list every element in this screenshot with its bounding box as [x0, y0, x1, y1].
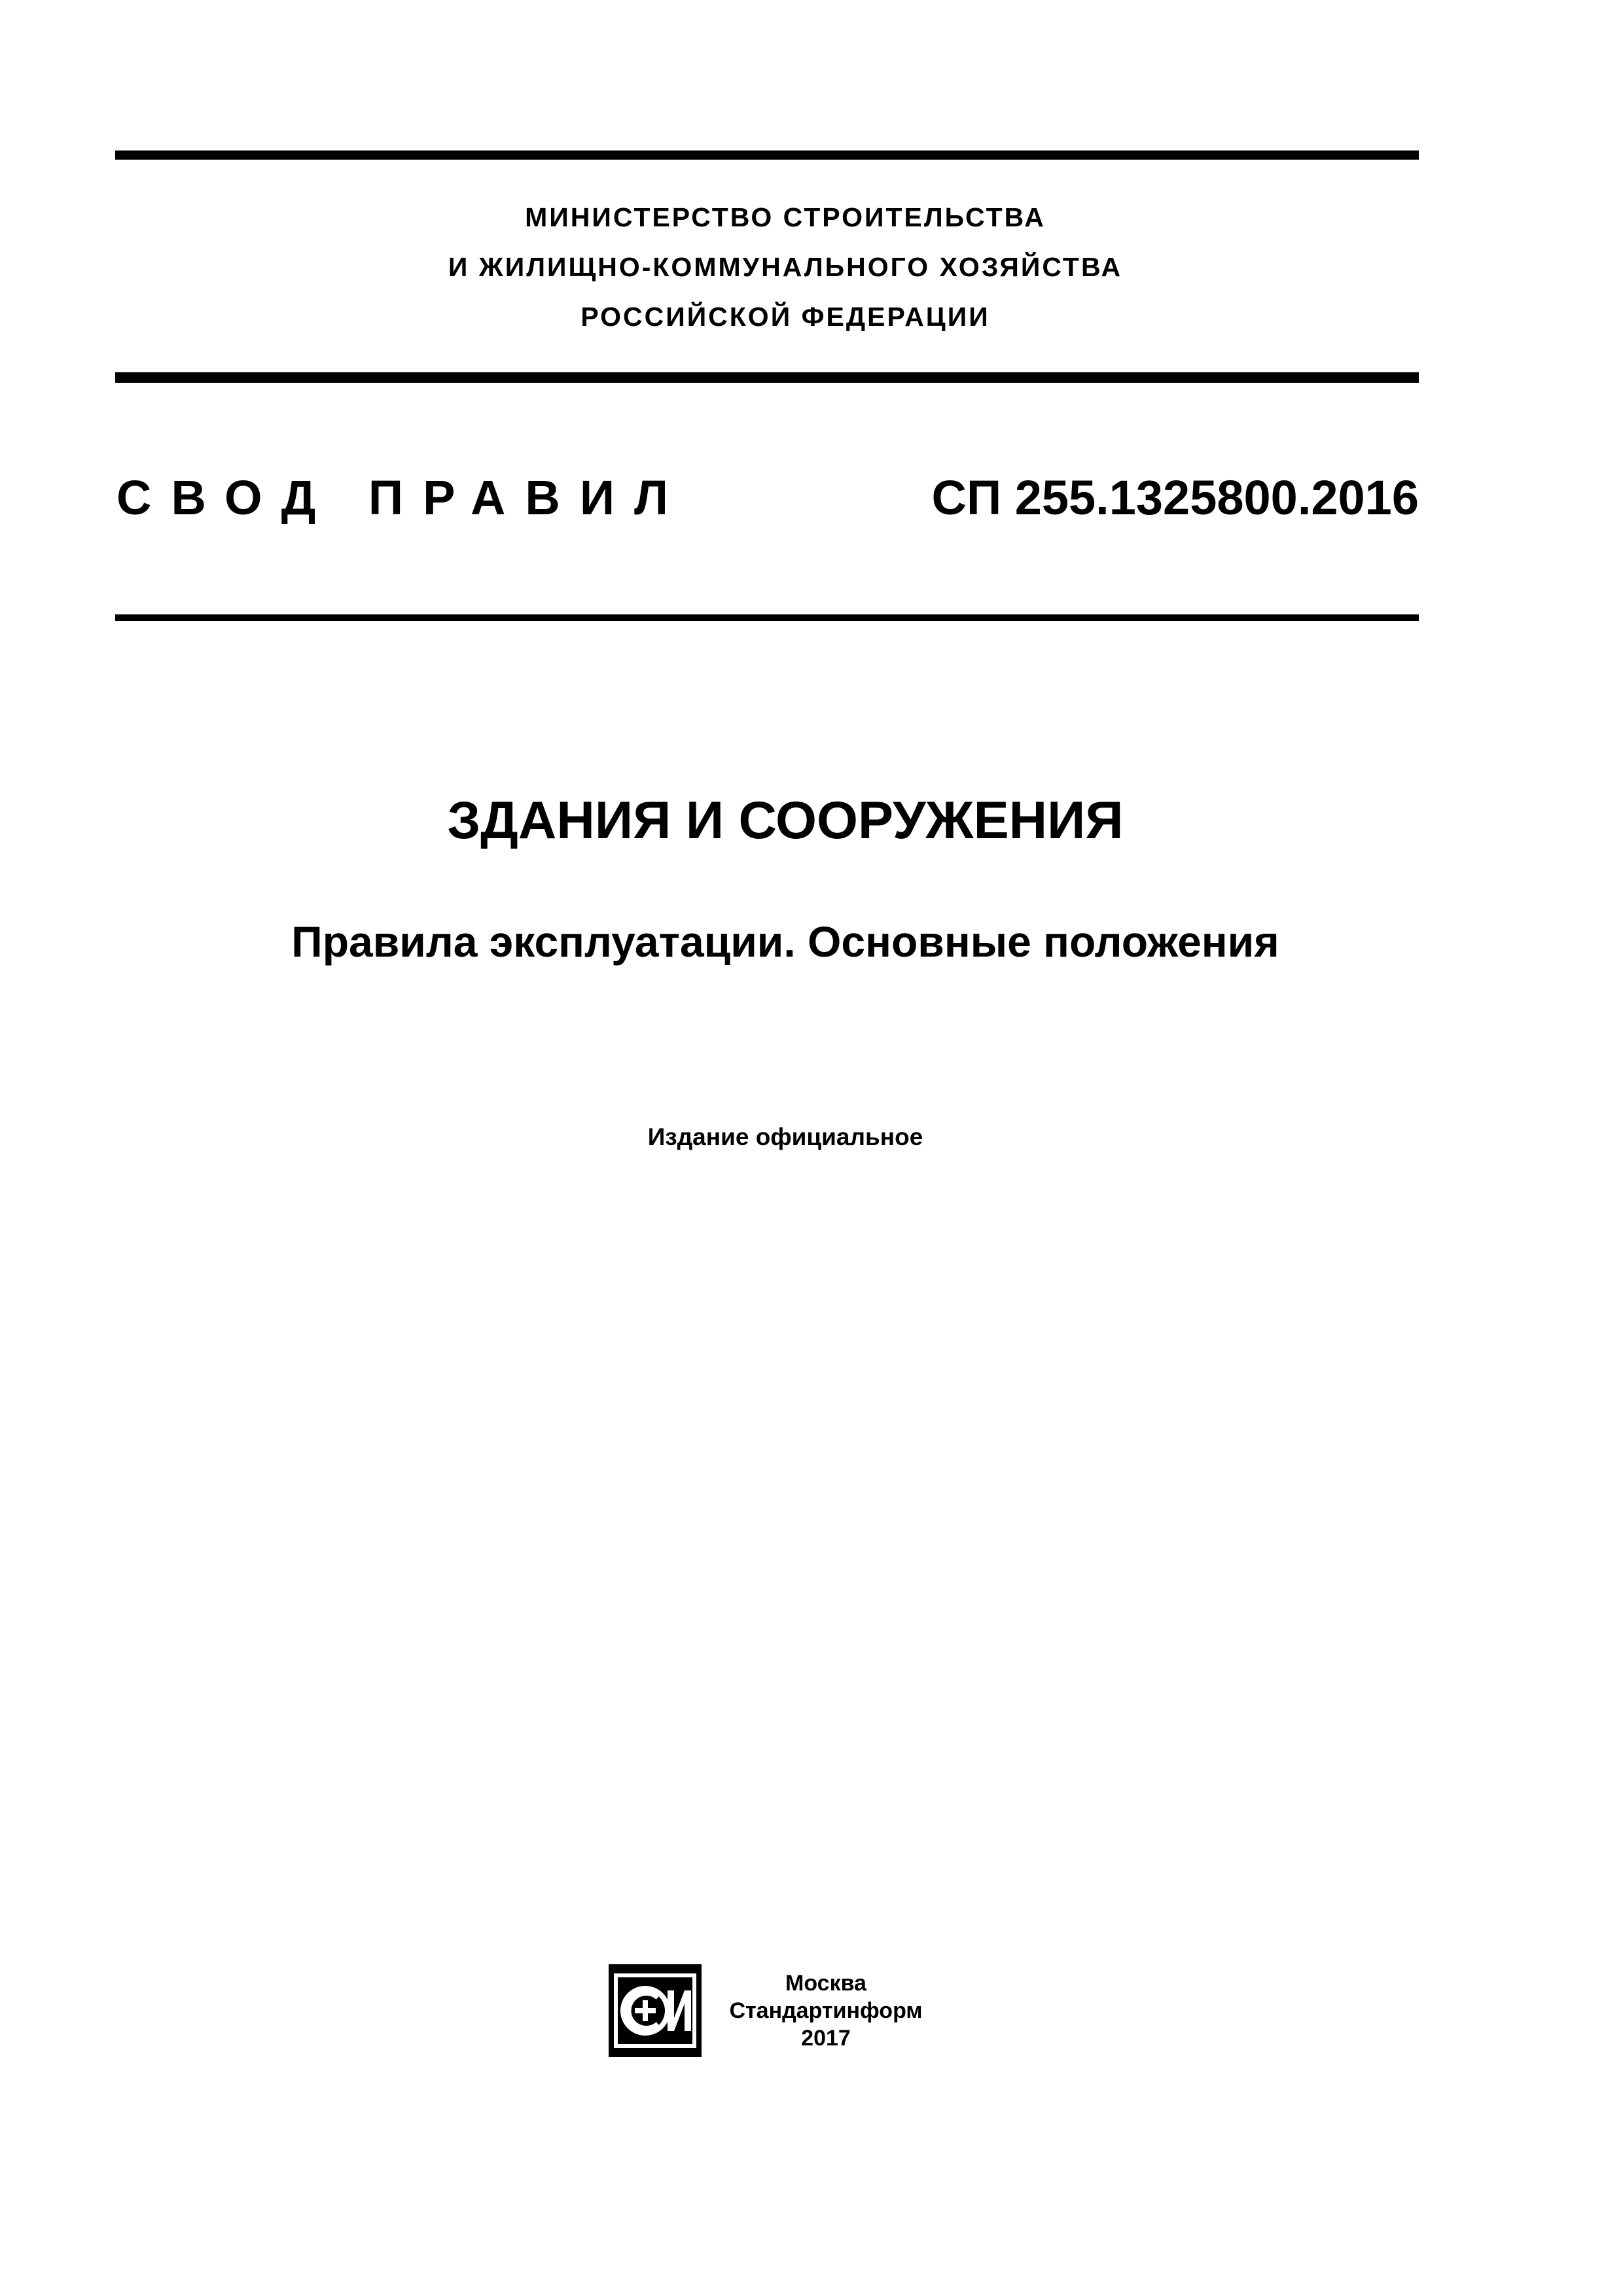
middle-rule: [115, 372, 1419, 383]
top-rule: [115, 150, 1419, 160]
document-title: ЗДАНИЯ И СООРУЖЕНИЯ: [447, 791, 1124, 850]
publisher-imprint: [708, 1969, 944, 2052]
publisher-city: Москва: [785, 1971, 866, 1996]
standartinform-logo-icon: [609, 1964, 702, 2057]
document-code: СП 255.1325800.2016: [931, 470, 1419, 525]
ministry-line-3: РОССИЙСКОЙ ФЕДЕРАЦИИ: [580, 302, 990, 332]
ministry-line-1: МИНИСТЕРСТВО СТРОИТЕЛЬСТВА: [525, 202, 1046, 232]
ministry-header: [0, 192, 1571, 342]
document-subtitle: Правила эксплуатации. Основные положения: [291, 917, 1279, 966]
document-type-label: СВОД ПРАВИЛ: [116, 470, 688, 525]
publication-year: 2017: [801, 2026, 851, 2051]
edition-note: Издание официальное: [647, 1123, 923, 1150]
ministry-line-2: И ЖИЛИЩНО-КОММУНАЛЬНОГО ХОЗЯЙСТВА: [448, 252, 1123, 282]
bottom-rule: [115, 614, 1419, 621]
publisher-name: Стандартинформ: [729, 1998, 923, 2023]
